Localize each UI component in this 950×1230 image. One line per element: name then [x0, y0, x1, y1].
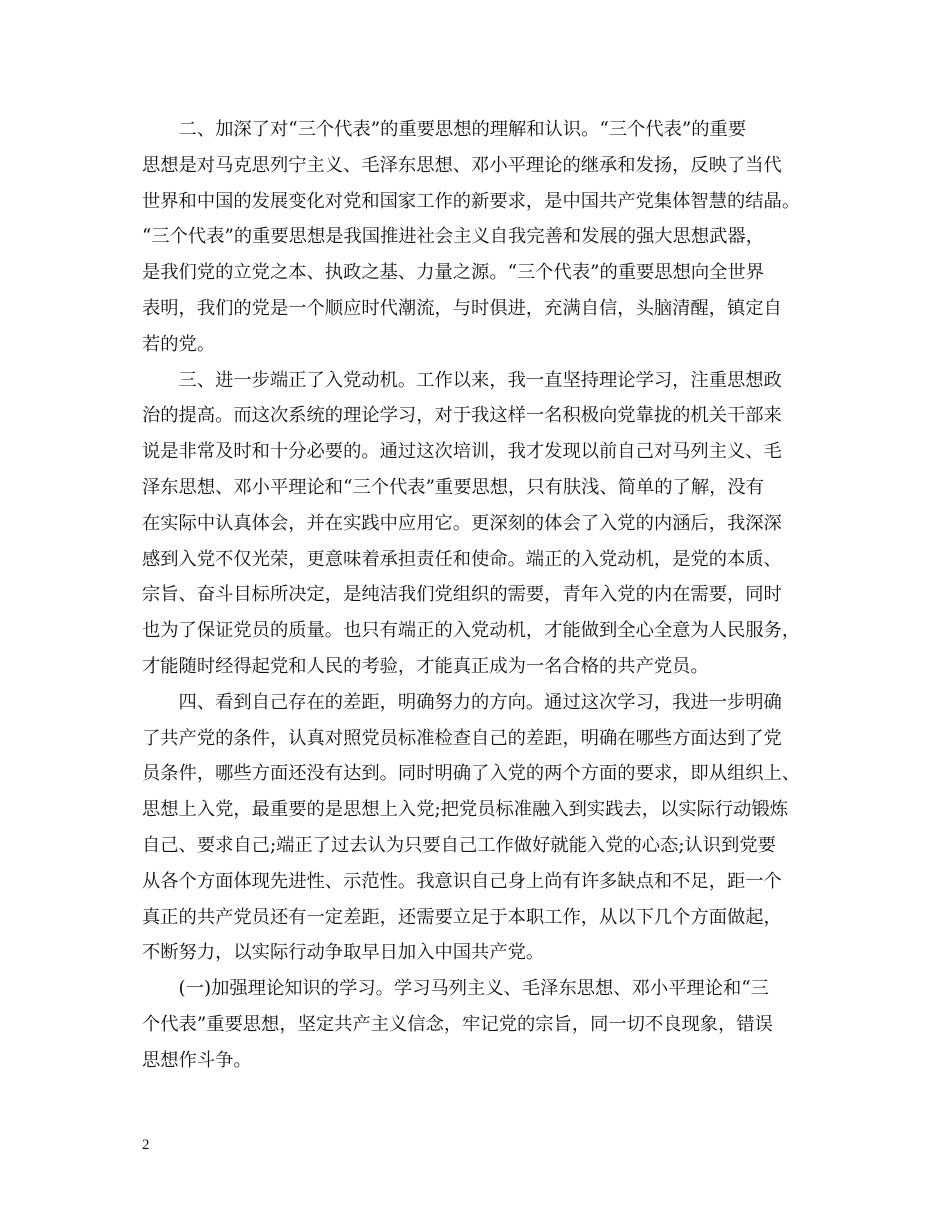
- text-line: 从各个方面体现先进性、示范性。我意识自己身上尚有许多缺点和不足，距一个: [142, 870, 782, 892]
- text-line: 三、进一步端正了入党动机。工作以来，我一直坚持理论学习，注重思想政: [142, 369, 782, 391]
- paragraph-section-four: [142, 685, 817, 971]
- text-line: 表明，我们的党是一个顺应时代潮流，与时俱进，充满自信，头脑清醒，镇定自: [142, 297, 782, 319]
- text-line: 员条件，哪些方面还没有达到。同时明确了入党的两个方面的要求，即从组织上、: [142, 763, 801, 785]
- text-line: 思想作斗争。: [142, 1049, 252, 1071]
- text-line: 四、看到自己存在的差距，明确努力的方向。通过这次学习，我进一步明确: [142, 691, 782, 713]
- text-line: 是我们党的立党之本、执政之基、力量之源。“三个代表”的重要思想向全世界: [142, 262, 764, 284]
- text-line: 治的提高。而这次系统的理论学习，对于我这样一名积极向党靠拢的机关干部来: [142, 405, 782, 427]
- text-line: (一)加强理论知识的学习。学习马列主义、毛泽东思想、邓小平理论和“三: [142, 978, 769, 1000]
- page-number: 2: [142, 1137, 150, 1153]
- text-line: 说是非常及时和十分必要的。通过这次培训，我才发现以前自己对马列主义、毛: [142, 441, 782, 463]
- paragraph-section-three: [142, 363, 817, 685]
- text-line: 世界和中国的发展变化对党和国家工作的新要求，是中国共产党集体智慧的结晶。: [142, 190, 801, 212]
- text-line: 了共产党的条件，认真对照党员标准检查自己的差距，明确在哪些方面达到了党: [142, 727, 782, 749]
- text-line: 泽东思想、邓小平理论和“三个代表”重要思想，只有肤浅、简单的了解，没有: [142, 476, 764, 498]
- text-line: 在实际中认真体会，并在实践中应用它。更深刻的体会了入党的内涵后，我深深: [142, 512, 782, 534]
- text-line: 也为了保证党员的质量。也只有端正的入党动机，才能做到全心全意为人民服务，: [142, 620, 801, 642]
- paragraph-subsection-one: [142, 971, 817, 1078]
- document-body: [142, 112, 817, 1079]
- text-line: 不断努力，以实际行动争取早日加入中国共产党。: [142, 942, 545, 964]
- text-line: 思想上入党，最重要的是思想上入党;把党员标准融入到实践去，以实际行动锻炼: [142, 799, 789, 821]
- text-line: 自己、要求自己;端正了过去认为只要自己工作做好就能入党的心态;认识到党要: [142, 834, 776, 856]
- text-line: 若的党。: [142, 333, 216, 355]
- text-line: 才能随时经得起党和人民的考验，才能真正成为一名合格的共产党员。: [142, 655, 709, 677]
- text-line: “三个代表”的重要思想是我国推进社会主义自我完善和发展的强大思想武器，: [142, 226, 764, 248]
- text-line: 思想是对马克思列宁主义、毛泽东思想、邓小平理论的继承和发扬，反映了当代: [142, 154, 782, 176]
- text-line: 个代表”重要思想，坚定共产主义信念，牢记党的宗旨，同一切不良现象，错误: [142, 1013, 773, 1035]
- text-line: 真正的共产党员还有一定差距，还需要立足于本职工作，从以下几个方面做起，: [142, 906, 782, 928]
- text-line: 感到入党不仅光荣，更意味着承担责任和使命。端正的入党动机，是党的本质、: [142, 548, 782, 570]
- text-line: 二、加深了对“三个代表”的重要思想的理解和认识。“三个代表”的重要: [142, 119, 747, 140]
- text-line: 宗旨、奋斗目标所决定，是纯洁我们党组织的需要，青年入党的内在需要，同时: [142, 584, 782, 606]
- paragraph-section-two: [142, 112, 817, 363]
